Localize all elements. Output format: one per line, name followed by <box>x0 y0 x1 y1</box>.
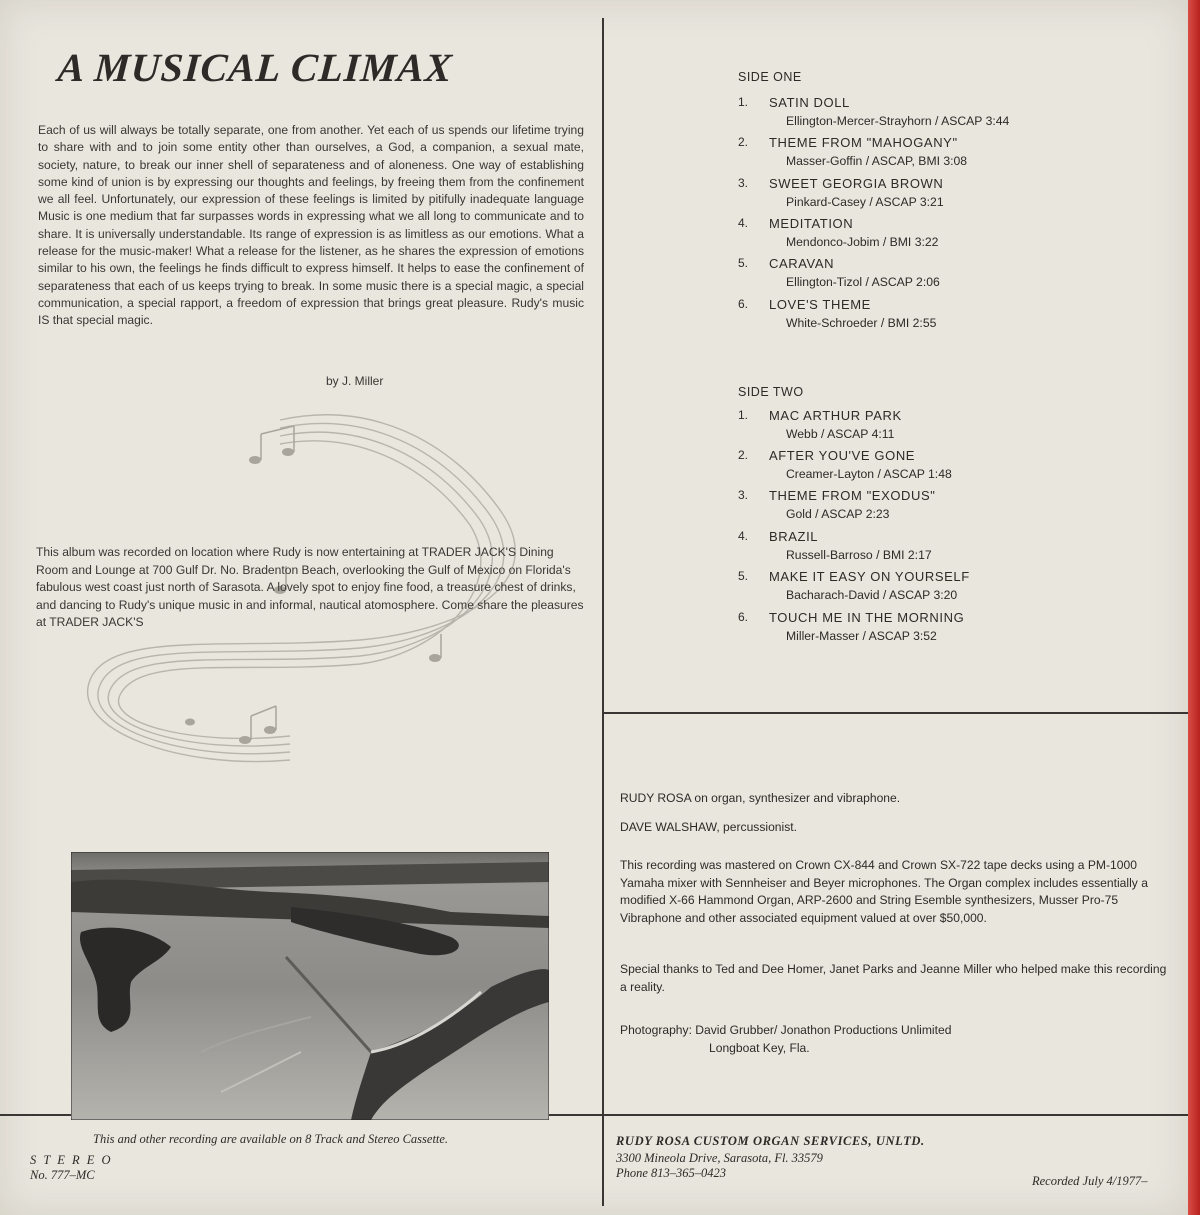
recording-date: Recorded July 4/1977– <box>1032 1174 1148 1188</box>
format-availability: This and other recording are available on 8 Track and Stereo Cassette. <box>93 1132 449 1146</box>
track-number: 1. <box>738 408 749 422</box>
track-number: 3. <box>738 176 749 190</box>
track-title: BRAZIL <box>769 529 819 544</box>
album-title: A MUSICAL CLIMAX <box>56 45 455 90</box>
stereo-label: S T E R E O <box>30 1153 113 1167</box>
track-credit: Gold / ASCAP 2:23 <box>786 507 890 521</box>
liner-essay: Each of us will always be totally separate, one from another. Yet each of us spends our lifetime trying to share with and to join some entity other than ourselves, a God, a companion, a sexual mate, society, nature, to break our inner shell of separateness and of aloneness. One way of establishing some kind of union is by expressing our thoughts and feelings, by freeing them from the confinement we all feel. Unfortunately, our expression of these feelings is limited by pitifully inadequate language Music is one medium that far surpasses words in expressing what we all long to communicate and to share. It is universally understandable. Its range of expression is as limitless as our emotions. What a release for the music-maker! What a release for the listener, as he shares the expression of emotions similar to his own, the feelings he finds difficult to express himself. It helps to ease the confinement of separateness that each of us keeps trying to break. In some music there is a special magic, a special communication, a special rapport, a freedom of expression that brings great pleasure. Rudy's music IS that special magic. <box>38 123 584 328</box>
track-credit: Ellington-Mercer-Strayhorn / ASCAP 3:44 <box>786 114 1010 128</box>
aerial-photo <box>71 852 549 1120</box>
right-panel-divider <box>603 712 1188 714</box>
equipment-note: This recording was mastered on Crown CX-844 and Crown SX-722 tape decks using a PM-1000 Yamaha mixer with Sennheiser and Beyer microphones. The Organ complex includes essentially a modified X-66 Hammond Organ, ARP-2600 and String Esemble synthesizers, Musser Pro-75 Vibraphone and other associated equipment valued at over $50,000. <box>620 858 1148 925</box>
company-phone: Phone 813–365–0423 <box>616 1166 727 1180</box>
personnel-rudy: RUDY ROSA on organ, synthesizer and vibraphone. <box>620 791 901 805</box>
track-title: SWEET GEORGIA BROWN <box>769 176 944 191</box>
track-credit: Miller-Masser / ASCAP 3:52 <box>786 629 937 643</box>
photography-credit: Photography: David Grubber/ Jonathon Productions Unlimited <box>620 1023 952 1037</box>
track-number: 6. <box>738 610 749 624</box>
track-credit: Pinkard-Casey / ASCAP 3:21 <box>786 195 944 209</box>
track-title: LOVE'S THEME <box>769 297 871 312</box>
track-number: 6. <box>738 297 749 311</box>
side-one-heading: SIDE ONE <box>738 70 802 84</box>
track-number: 1. <box>738 95 749 109</box>
company-name: RUDY ROSA CUSTOM ORGAN SERVICES, UNLTD. <box>616 1134 925 1148</box>
track-number: 3. <box>738 488 749 502</box>
track-title: THEME FROM "MAHOGANY" <box>769 135 958 150</box>
track-number: 2. <box>738 135 749 149</box>
track-credit: Masser-Goffin / ASCAP, BMI 3:08 <box>786 154 968 168</box>
track-number: 5. <box>738 256 749 270</box>
track-title: MEDITATION <box>769 216 854 231</box>
track-credit: Russell-Barroso / BMI 2:17 <box>786 548 932 562</box>
track-title: CARAVAN <box>769 256 835 271</box>
track-title: MAKE IT EASY ON YOURSELF <box>769 569 970 584</box>
company-address: 3300 Mineola Drive, Sarasota, Fl. 33579 <box>616 1151 823 1165</box>
track-title: THEME FROM "EXODUS" <box>769 488 936 503</box>
side-two-heading: SIDE TWO <box>738 385 804 399</box>
track-number: 5. <box>738 569 749 583</box>
personnel-dave: DAVE WALSHAW, percussionist. <box>620 820 797 834</box>
track-title: MAC ARTHUR PARK <box>769 408 902 423</box>
catalog-number: No. 777–MC <box>30 1168 95 1182</box>
track-title: SATIN DOLL <box>769 95 850 110</box>
vertical-divider <box>602 18 604 1206</box>
track-credit: Creamer-Layton / ASCAP 1:48 <box>786 467 952 481</box>
special-thanks: Special thanks to Ted and Dee Homer, Janet Parks and Jeanne Miller who helped make this recording a reality. <box>620 962 1167 994</box>
track-title: AFTER YOU'VE GONE <box>769 448 916 463</box>
track-number: 4. <box>738 529 749 543</box>
track-credit: Webb / ASCAP 4:11 <box>786 427 895 441</box>
track-title: TOUCH ME IN THE MORNING <box>769 610 965 625</box>
recording-location-note: This album was recorded on location where Rudy is now entertaining at TRADER JACK'S Dining Room and Lounge at 700 Gulf Dr. No. Bradenton Beach, overlooking the Gulf of Mexico on Florida's fabulous west coast just north of Sarasota. A lovely spot to enjoy fine food, a treasure chest of drinks, and dancing to Rudy's unique music in and informal, nautical atomosphere. Come share the pleasures at TRADER JACK'S <box>36 545 584 630</box>
track-number: 4. <box>738 216 749 230</box>
track-credit: White-Schroeder / BMI 2:55 <box>786 316 937 330</box>
sleeve-red-edge <box>1188 0 1200 1215</box>
track-number: 2. <box>738 448 749 462</box>
track-credit: Mendonco-Jobim / BMI 3:22 <box>786 235 939 249</box>
track-credit: Bacharach-David / ASCAP 3:20 <box>786 588 958 602</box>
track-credit: Ellington-Tizol / ASCAP 2:06 <box>786 275 940 289</box>
essay-byline: by J. Miller <box>326 374 384 388</box>
photography-location: Longboat Key, Fla. <box>709 1041 810 1055</box>
